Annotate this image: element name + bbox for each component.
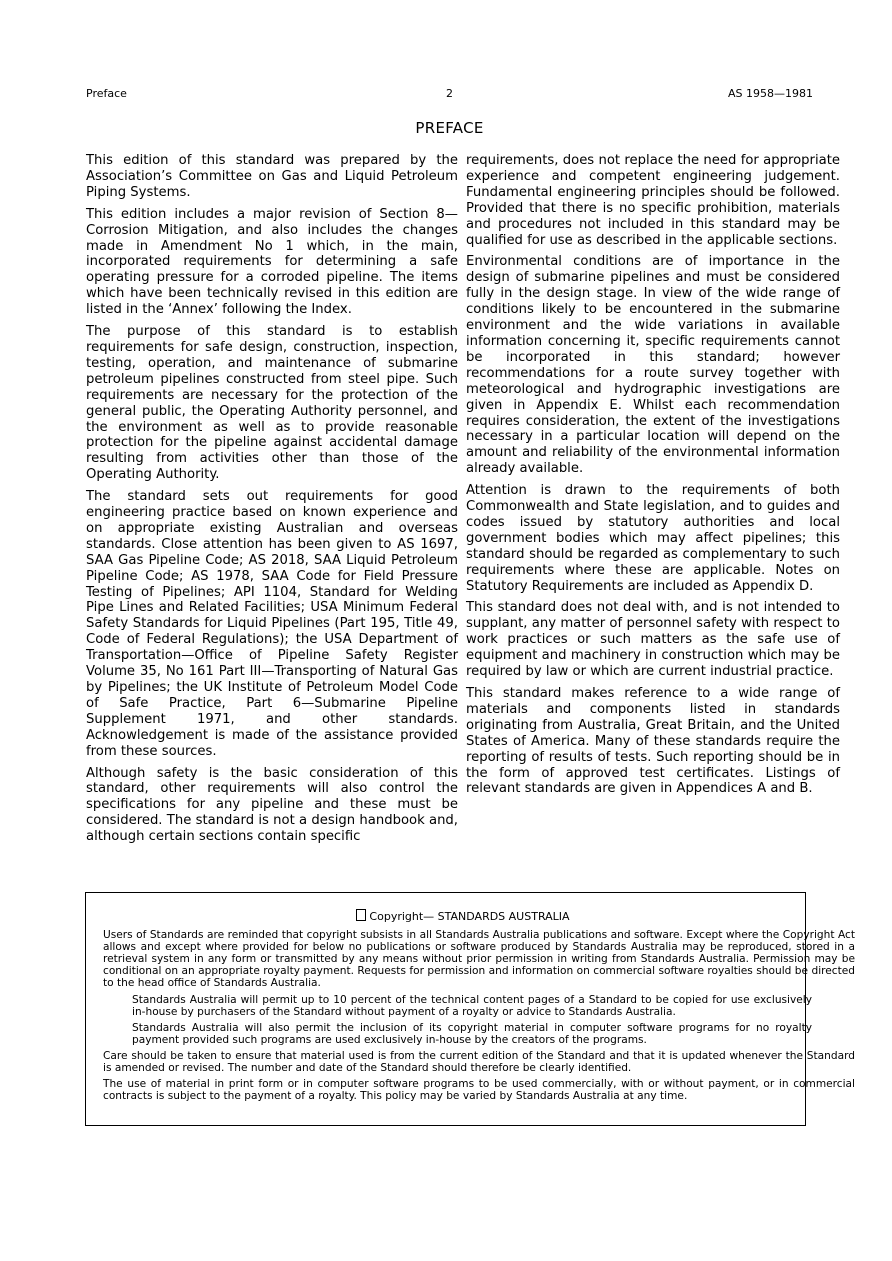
preface-paragraph: This edition of this standard was prepared by the Association’s Committee on Gas and Liquid Petroleum Piping Systems. <box>86 153 458 200</box>
preface-paragraph: The purpose of this standard is to establish requirements for safe design, construction, inspection, testing, operation, and maintenance of submarine petroleum pipelines constructed from steel pipe. Such requirements are necessary for the protection of the general public, the Operating Authority personnel, and the environment as well as to provide reasonable protection for the pipeline against accidental damage resulting from activities other than those of the Operating Authority. <box>86 324 458 483</box>
running-header <box>86 87 813 101</box>
copyright-paragraph: Users of Standards are reminded that copyright subsists in all Standards Australia publications and software. Except where the Copyright Act allows and except where provided for below no publications or software produced by Standards Australia may be reproduced, stored in a retrieval system in any form or transmitted by any means without prior permission in writing from Standards Australia. Permission may be conditional on an appropriate royalty payment. Requests for permission and information on commercial software royalties should be directed to the head office of Standards Australia. <box>103 929 855 990</box>
copyright-notice-box <box>85 892 855 1126</box>
preface-paragraph: The standard sets out requirements for good engineering practice based on known experience and on appropriate existing Australian and overseas standards. Close attention has been given to AS 1697, SAA Gas Pipeline Code; AS 2018, SAA Liquid Petroleum Pipeline Code; AS 1978, SAA Code for Field Pressure Testing of Pipelines; API 1104, Standard for Welding Pipe Lines and Related Facilities; USA Minimum Federal Safety Standards for Liquid Pipelines (Part 195, Title 49, Code of Federal Regulations); the USA Department of Transportation—Office of Pipeline Safety Register Volume 35, No 161 Part III—Transporting of Natural Gas by Pipelines; the UK Institute of Petroleum Model Code of Safe Practice, Part 6—Submarine Pipeline Supplement 1971, and other standards. Acknowledgement is made of the assistance provided from these sources. <box>86 489 458 759</box>
preface-paragraph: requirements, does not replace the need for appropriate experience and competent engineering judgement. Fundamental engineering principles should be followed. Provided that there is no specific prohibition, materials and procedures not included in this standard may be qualified for use as described in the applicable sections. <box>466 153 840 248</box>
preface-paragraph: Although safety is the basic consideration of this standard, other requirements will also control the specifications for any pipeline and these must be considered. The standard is not a design handbook and, although certain sections contain specific <box>86 765 458 845</box>
copyright-content <box>103 909 855 1106</box>
left-column <box>86 153 458 851</box>
copyright-paragraph: Care should be taken to ensure that material used is from the current edition of the Standard and that it is updated whenever the Standard is amended or revised. The number and date of the Standard should therefore be clearly identified. <box>103 1049 855 1075</box>
copyright-heading <box>103 909 823 923</box>
page-title: PREFACE <box>415 119 484 137</box>
page-number: 2 <box>446 87 453 100</box>
preface-paragraph: This standard makes reference to a wide range of materials and components listed in standards originating from Australia, Great Britain, and the United States of America. Many of these standards require the reporting of results of tests. Such reporting should be in the form of approved test certificates. Listings of relevant standards are given in Appendices A and B. <box>466 686 840 797</box>
right-column <box>466 153 840 803</box>
preface-paragraph: Environmental conditions are of importance in the design of submarine pipelines and must be considered fully in the design stage. In view of the wide range of conditions likely to be encountered in the submarine environment and the wide variations in available information concerning it, specific requirements cannot be incorporated in this standard; however recommendations for a route survey together with meteorological and hydrographic investigations are given in Appendix E. Whilst each recommendation requires consideration, the extent of the investigations necessary in a particular location will depend on the amount and reliability of the environmental information already available. <box>466 254 840 477</box>
copyright-paragraph-indented: Standards Australia will also permit the inclusion of its copyright material in computer software programs for no royalty payment provided such programs are used exclusively in-house by the creators of the programs. <box>132 1021 812 1046</box>
preface-paragraph: This standard does not deal with, and is not intended to supplant, any matter of personnel safety with respect to work practices or such matters as the safe use of equipment and machinery in construction which may be required by law or which are current industrial practice. <box>466 600 840 680</box>
preface-paragraph: Attention is drawn to the requirements of both Commonwealth and State legislation, and to guides and codes issued by statutory authorities and local government bodies which may affect pipelines; this standard should be regarded as complementary to such requirements where these are applicable. Notes on Statutory Requirements are included as Appendix D. <box>466 483 840 594</box>
preface-paragraph: This edition includes a major revision of Section 8—Corrosion Mitigation, and also includes the changes made in Amendment No 1 which, in the main, incorporated requirements for determining a safe operating pressure for a corroded pipeline. The items which have been technically revised in this edition are listed in the ‘Annex’ following the Index. <box>86 206 458 318</box>
standard-designation: AS 1958—1981 <box>728 87 813 100</box>
copyright-symbol-icon <box>356 909 366 921</box>
header-section-label: Preface <box>86 87 127 100</box>
copyright-title-text: Copyright— STANDARDS AUSTRALIA <box>369 910 570 923</box>
copyright-paragraph: The use of material in print form or in computer software programs to be used commercially, with or without payment, or in commercial contracts is subject to the payment of a royalty. This policy may be varied by Standards Australia at any time. <box>103 1078 855 1103</box>
copyright-paragraph-indented: Standards Australia will permit up to 10 percent of the technical content pages of a Standard to be copied for use exclusively in-house by purchasers of the Standard without payment of a royalty or advice to Standards Australia. <box>132 993 812 1018</box>
